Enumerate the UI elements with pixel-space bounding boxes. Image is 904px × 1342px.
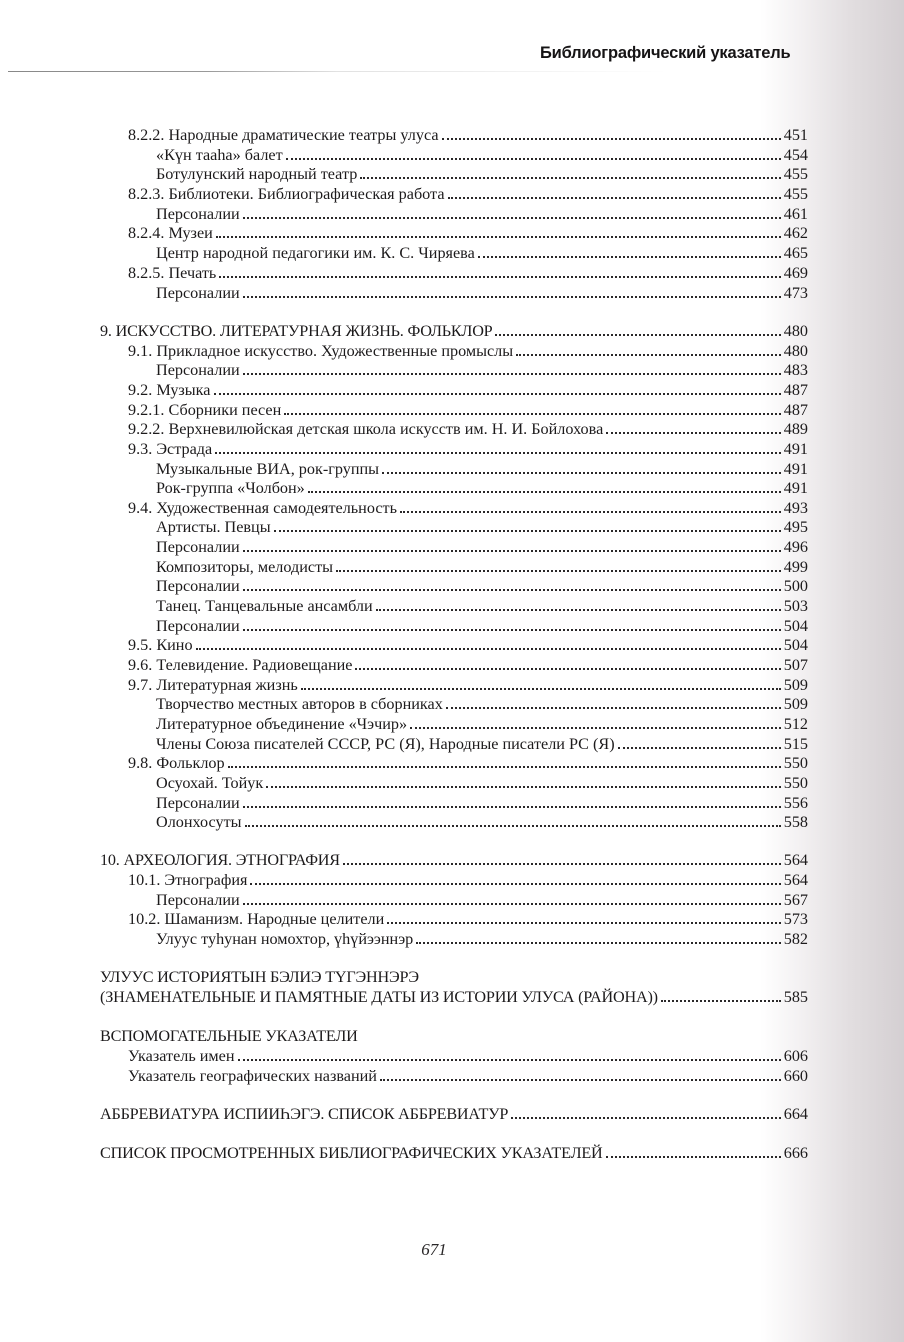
toc-entry[interactable]: 9.2. Музыка 487 bbox=[128, 381, 808, 399]
toc-entry[interactable]: Улуус туһунан номохтор, үһүйээннэр 582 bbox=[156, 930, 808, 948]
toc-chapter-abbreviations[interactable]: АББРЕВИАТУРА ИСПИИҺЭГЭ. СПИСОК АББРЕВИАТУР 664 bbox=[100, 1105, 808, 1123]
toc-entry[interactable]: Персоналии 556 bbox=[156, 794, 808, 812]
toc-chapter-sources[interactable]: СПИСОК ПРОСМОТРЕННЫХ БИБЛИОГРАФИЧЕСКИХ УКАЗАТЕЛЕЙ 666 bbox=[100, 1144, 808, 1162]
toc-entry[interactable]: Персоналии 483 bbox=[156, 361, 808, 379]
toc-entry[interactable]: Ботулунский народный театр 455 bbox=[156, 165, 808, 183]
toc-entry[interactable]: 9.3. Эстрада 491 bbox=[128, 440, 808, 458]
toc-entry[interactable]: 8.2.4. Музеи 462 bbox=[128, 224, 808, 242]
header-title: Библиографический указатель bbox=[540, 44, 791, 62]
toc-entry[interactable]: 9.5. Кино 504 bbox=[128, 636, 808, 654]
toc-entry[interactable]: Танец. Танцевальные ансамбли 503 bbox=[156, 597, 808, 615]
toc-entry[interactable]: Артисты. Певцы 495 bbox=[156, 518, 808, 536]
toc-entry[interactable]: Персоналии 567 bbox=[156, 891, 808, 909]
toc-entry[interactable]: Указатель имен 606 bbox=[128, 1047, 808, 1065]
toc-entry[interactable]: Творчество местных авторов в сборниках 509 bbox=[156, 695, 808, 713]
toc-entry[interactable]: Олонхосуты 558 bbox=[156, 813, 808, 831]
toc-entry[interactable]: 9.2.1. Сборники песен 487 bbox=[128, 401, 808, 419]
toc-entry[interactable]: Персоналии 500 bbox=[156, 577, 808, 595]
toc-entry[interactable]: 9.1. Прикладное искусство. Художественные промыслы 480 bbox=[128, 342, 808, 360]
toc-entry[interactable]: Музыкальные ВИА, рок-группы 491 bbox=[156, 460, 808, 478]
toc-chapter-dates-line1: УЛУУС ИСТОРИЯТЫН БЭЛИЭ ТҮГЭННЭРЭ bbox=[100, 968, 419, 986]
toc-entry[interactable]: Персоналии 473 bbox=[156, 284, 808, 302]
toc-entry[interactable]: Персоналии 504 bbox=[156, 617, 808, 635]
toc-entry[interactable]: «Күн тааһа» балет 454 bbox=[156, 146, 808, 164]
header-rule-faint bbox=[338, 71, 668, 72]
toc-entry[interactable]: Осуохай. Тойук 550 bbox=[156, 774, 808, 792]
toc-entry[interactable]: 9.2.2. Верхневилюйская детская школа искусств им. Н. И. Бойлохова 489 bbox=[128, 420, 808, 438]
toc-entry[interactable]: Центр народной педагогики им. К. С. Чиряева 465 bbox=[156, 244, 808, 262]
toc-chapter-aux-heading: ВСПОМОГАТЕЛЬНЫЕ УКАЗАТЕЛИ bbox=[100, 1027, 358, 1045]
toc-entry[interactable]: 9.6. Телевидение. Радиовещание 507 bbox=[128, 656, 808, 674]
toc-entry[interactable]: 9.4. Художественная самодеятельность 493 bbox=[128, 499, 808, 517]
toc-entry[interactable]: 8.2.2. Народные драматические театры улуса 451 bbox=[128, 126, 808, 144]
toc-entry[interactable]: 9.8. Фольклор 550 bbox=[128, 754, 808, 772]
toc-entry[interactable]: Персоналии 461 bbox=[156, 205, 808, 223]
toc-entry[interactable]: 9.7. Литературная жизнь 509 bbox=[128, 676, 808, 694]
toc-entry[interactable]: 10.2. Шаманизм. Народные целители 573 bbox=[128, 910, 808, 928]
toc-entry[interactable]: 8.2.3. Библиотеки. Библиографическая работа 455 bbox=[128, 185, 808, 203]
toc-entry[interactable]: Персоналии 496 bbox=[156, 538, 808, 556]
toc-entry[interactable]: Литературное объединение «Чэчир» 512 bbox=[156, 715, 808, 733]
toc-entry[interactable]: Указатель географических названий 660 bbox=[128, 1067, 808, 1085]
toc-entry[interactable]: Рок-группа «Чолбон» 491 bbox=[156, 479, 808, 497]
toc-entry[interactable]: 10.1. Этнография 564 bbox=[128, 871, 808, 889]
toc-chapter-dates[interactable]: (ЗНАМЕНАТЕЛЬНЫЕ И ПАМЯТНЫЕ ДАТЫ ИЗ ИСТОРИИ УЛУСА (РАЙОНА)) 585 bbox=[100, 988, 808, 1006]
header-rule bbox=[8, 71, 338, 72]
toc-chapter[interactable]: 9. ИСКУССТВО. ЛИТЕРАТУРНАЯ ЖИЗНЬ. ФОЛЬКЛОР 480 bbox=[100, 322, 808, 340]
toc-entry[interactable]: 8.2.5. Печать 469 bbox=[128, 264, 808, 282]
toc-entry[interactable]: Композиторы, мелодисты 499 bbox=[156, 558, 808, 576]
toc-entry[interactable]: Члены Союза писателей СССР, РС (Я), Народные писатели РС (Я) 515 bbox=[156, 735, 808, 753]
page-number: 671 bbox=[421, 1240, 447, 1259]
toc-chapter[interactable]: 10. АРХЕОЛОГИЯ. ЭТНОГРАФИЯ 564 bbox=[100, 851, 808, 869]
